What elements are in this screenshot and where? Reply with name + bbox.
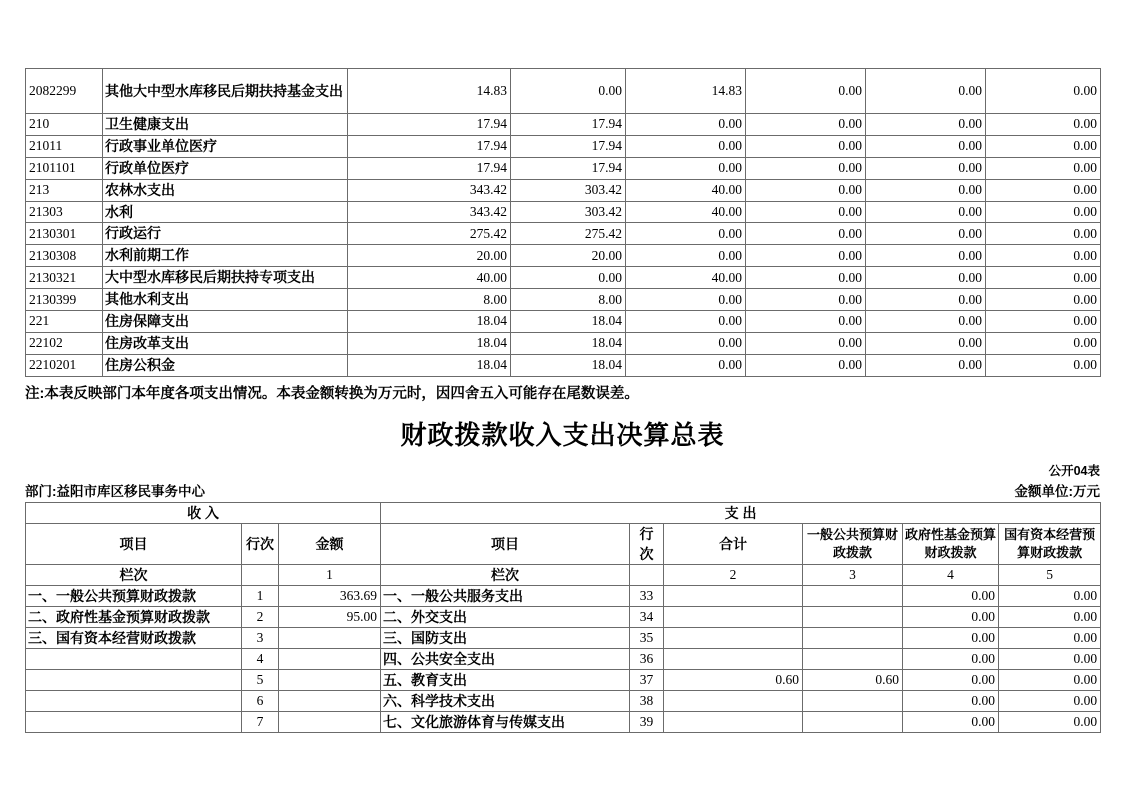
amount-cell: 0.00 bbox=[746, 157, 866, 179]
amount-cell: 0.00 bbox=[986, 332, 1101, 354]
expense-item-header: 项目 bbox=[381, 523, 630, 564]
department-label: 部门:益阳市库区移民事务中心 bbox=[25, 483, 205, 499]
form-number-label: 公开04表 bbox=[1048, 463, 1100, 478]
state-capital-amount: 0.00 bbox=[999, 648, 1101, 669]
amount-cell: 0.00 bbox=[986, 114, 1101, 136]
amount-cell: 17.94 bbox=[348, 157, 511, 179]
table-row bbox=[26, 332, 1101, 354]
state-capital-amount: 0.00 bbox=[999, 690, 1101, 711]
general-budget-amount bbox=[803, 606, 903, 627]
amount-cell: 0.00 bbox=[746, 354, 866, 376]
income-amount bbox=[279, 648, 381, 669]
expense-item: 五、教育支出 bbox=[381, 669, 630, 690]
budget-code: 21303 bbox=[26, 201, 103, 223]
state-capital-amount: 0.00 bbox=[999, 627, 1101, 648]
income-item bbox=[26, 648, 242, 669]
state-capital-amount: 0.00 bbox=[999, 669, 1101, 690]
amount-cell: 0.00 bbox=[866, 135, 986, 157]
amount-cell: 0.00 bbox=[511, 267, 626, 289]
expense-total: 0.60 bbox=[664, 669, 803, 690]
expense-item: 七、文化旅游体育与传媒支出 bbox=[381, 711, 630, 732]
income-item: 一、一般公共预算财政拨款 bbox=[26, 585, 242, 606]
amount-cell: 0.00 bbox=[986, 69, 1101, 114]
state-capital-amount: 0.00 bbox=[999, 606, 1101, 627]
amount-cell: 8.00 bbox=[348, 289, 511, 311]
column-index bbox=[242, 564, 279, 585]
income-item-header: 项目 bbox=[26, 523, 242, 564]
budget-item-name: 行政运行 bbox=[103, 223, 348, 245]
amount-cell: 0.00 bbox=[986, 354, 1101, 376]
income-item bbox=[26, 669, 242, 690]
amount-cell: 0.00 bbox=[626, 354, 746, 376]
amount-cell: 0.00 bbox=[746, 135, 866, 157]
income-line-no: 2 bbox=[242, 606, 279, 627]
amount-cell: 0.00 bbox=[986, 267, 1101, 289]
general-budget-amount bbox=[803, 648, 903, 669]
amount-cell: 275.42 bbox=[511, 223, 626, 245]
column-label: 栏次 bbox=[26, 564, 242, 585]
amount-cell: 0.00 bbox=[626, 114, 746, 136]
income-line-no: 7 bbox=[242, 711, 279, 732]
income-line-no: 1 bbox=[242, 585, 279, 606]
general-budget-header: 一般公共预算财政拨款 bbox=[803, 523, 903, 564]
total-header: 合计 bbox=[664, 523, 803, 564]
budget-code: 213 bbox=[26, 179, 103, 201]
amount-cell: 0.00 bbox=[626, 223, 746, 245]
budget-item-name: 行政单位医疗 bbox=[103, 157, 348, 179]
gov-fund-amount: 0.00 bbox=[903, 669, 999, 690]
column-index: 5 bbox=[999, 564, 1101, 585]
amount-cell: 0.00 bbox=[746, 69, 866, 114]
table-row bbox=[26, 648, 1101, 669]
gov-fund-budget-header: 政府性基金预算财政拨款 bbox=[903, 523, 999, 564]
budget-item-name: 卫生健康支出 bbox=[103, 114, 348, 136]
amount-cell: 0.00 bbox=[626, 332, 746, 354]
table-header-row bbox=[26, 502, 1101, 523]
budget-item-name: 其他水利支出 bbox=[103, 289, 348, 311]
column-label: 栏次 bbox=[381, 564, 630, 585]
expense-line-no: 37 bbox=[630, 669, 664, 690]
amount-cell: 0.00 bbox=[866, 332, 986, 354]
expense-total bbox=[664, 585, 803, 606]
income-section-header: 收 入 bbox=[26, 502, 381, 523]
income-line-no: 6 bbox=[242, 690, 279, 711]
budget-code: 2130301 bbox=[26, 223, 103, 245]
budget-item-name: 其他大中型水库移民后期扶持基金支出 bbox=[103, 69, 348, 114]
amount-cell: 8.00 bbox=[511, 289, 626, 311]
amount-cell: 17.94 bbox=[511, 114, 626, 136]
amount-cell: 40.00 bbox=[626, 201, 746, 223]
table-row bbox=[26, 669, 1101, 690]
general-budget-amount bbox=[803, 711, 903, 732]
budget-code: 2210201 bbox=[26, 354, 103, 376]
amount-cell: 18.04 bbox=[511, 332, 626, 354]
income-item bbox=[26, 711, 242, 732]
state-capital-amount: 0.00 bbox=[999, 585, 1101, 606]
amount-cell: 0.00 bbox=[986, 245, 1101, 267]
table-row bbox=[26, 201, 1101, 223]
amount-cell: 17.94 bbox=[511, 157, 626, 179]
amount-cell: 0.00 bbox=[986, 311, 1101, 333]
income-line-no: 4 bbox=[242, 648, 279, 669]
amount-cell: 0.00 bbox=[986, 157, 1101, 179]
table-row bbox=[26, 585, 1101, 606]
table-footnote: 注:本表反映部门本年度各项支出情况。本表金额转换为万元时，因四舍五入可能存在尾数误差。 bbox=[25, 385, 639, 402]
expense-line-no: 35 bbox=[630, 627, 664, 648]
amount-cell: 14.83 bbox=[348, 69, 511, 114]
income-line-no: 5 bbox=[242, 669, 279, 690]
state-capital-budget-header: 国有资本经营预算财政拨款 bbox=[999, 523, 1101, 564]
expense-item: 三、国防支出 bbox=[381, 627, 630, 648]
income-item: 三、国有资本经营财政拨款 bbox=[26, 627, 242, 648]
column-index-row bbox=[26, 564, 1101, 585]
budget-code: 21011 bbox=[26, 135, 103, 157]
budget-item-name: 水利 bbox=[103, 201, 348, 223]
amount-cell: 303.42 bbox=[511, 179, 626, 201]
budget-code: 210 bbox=[26, 114, 103, 136]
amount-cell: 18.04 bbox=[511, 311, 626, 333]
table-meta-row bbox=[25, 480, 1100, 500]
table-row bbox=[26, 690, 1101, 711]
gov-fund-amount: 0.00 bbox=[903, 585, 999, 606]
amount-cell: 0.00 bbox=[746, 311, 866, 333]
income-amount bbox=[279, 627, 381, 648]
table-row bbox=[26, 289, 1101, 311]
amount-cell: 18.04 bbox=[511, 354, 626, 376]
state-capital-amount: 0.00 bbox=[999, 711, 1101, 732]
amount-cell: 0.00 bbox=[866, 245, 986, 267]
budget-item-name: 农林水支出 bbox=[103, 179, 348, 201]
budget-item-name: 住房公积金 bbox=[103, 354, 348, 376]
expense-line-no: 34 bbox=[630, 606, 664, 627]
amount-cell: 0.00 bbox=[866, 289, 986, 311]
amount-cell: 14.83 bbox=[626, 69, 746, 114]
table-row bbox=[26, 157, 1101, 179]
table-row bbox=[26, 114, 1101, 136]
amount-cell: 0.00 bbox=[986, 223, 1101, 245]
column-index: 4 bbox=[903, 564, 999, 585]
amount-cell: 303.42 bbox=[511, 201, 626, 223]
expense-total bbox=[664, 648, 803, 669]
amount-cell: 0.00 bbox=[866, 223, 986, 245]
amount-cell: 0.00 bbox=[746, 245, 866, 267]
amount-cell: 0.00 bbox=[626, 289, 746, 311]
amount-cell: 0.00 bbox=[626, 157, 746, 179]
amount-cell: 0.00 bbox=[986, 201, 1101, 223]
amount-cell: 17.94 bbox=[511, 135, 626, 157]
amount-cell: 40.00 bbox=[348, 267, 511, 289]
table-row bbox=[26, 606, 1101, 627]
amount-cell: 17.94 bbox=[348, 114, 511, 136]
amount-cell: 0.00 bbox=[626, 135, 746, 157]
amount-cell: 0.00 bbox=[746, 201, 866, 223]
column-index: 1 bbox=[279, 564, 381, 585]
amount-cell: 275.42 bbox=[348, 223, 511, 245]
table-row bbox=[26, 135, 1101, 157]
table-row bbox=[26, 311, 1101, 333]
expense-item: 六、科学技术支出 bbox=[381, 690, 630, 711]
amount-cell: 17.94 bbox=[348, 135, 511, 157]
table-row bbox=[26, 223, 1101, 245]
table-row bbox=[26, 627, 1101, 648]
expense-section-header: 支 出 bbox=[381, 502, 1101, 523]
amount-cell: 0.00 bbox=[866, 69, 986, 114]
expenditure-detail-table bbox=[25, 68, 1101, 377]
expense-line-no: 39 bbox=[630, 711, 664, 732]
amount-cell: 0.00 bbox=[866, 179, 986, 201]
amount-cell: 18.04 bbox=[348, 332, 511, 354]
amount-cell: 18.04 bbox=[348, 311, 511, 333]
income-line-header: 行次 bbox=[242, 523, 279, 564]
expense-total bbox=[664, 690, 803, 711]
amount-cell: 343.42 bbox=[348, 179, 511, 201]
budget-item-name: 住房保障支出 bbox=[103, 311, 348, 333]
general-budget-amount bbox=[803, 627, 903, 648]
unit-label: 金额单位:万元 bbox=[1014, 483, 1100, 499]
budget-code: 2130308 bbox=[26, 245, 103, 267]
amount-cell: 0.00 bbox=[986, 289, 1101, 311]
budget-code: 2130321 bbox=[26, 267, 103, 289]
income-amount: 95.00 bbox=[279, 606, 381, 627]
amount-cell: 0.00 bbox=[746, 267, 866, 289]
table-row bbox=[26, 69, 1101, 114]
income-amount bbox=[279, 690, 381, 711]
document-page bbox=[25, 0, 1100, 733]
income-amount bbox=[279, 669, 381, 690]
budget-item-name: 行政事业单位医疗 bbox=[103, 135, 348, 157]
income-item bbox=[26, 690, 242, 711]
amount-cell: 18.04 bbox=[348, 354, 511, 376]
general-budget-amount: 0.60 bbox=[803, 669, 903, 690]
amount-cell: 0.00 bbox=[746, 179, 866, 201]
column-index: 3 bbox=[803, 564, 903, 585]
gov-fund-amount: 0.00 bbox=[903, 711, 999, 732]
page-title: 财政拨款收入支出决算总表 bbox=[400, 419, 725, 450]
column-index bbox=[630, 564, 664, 585]
fiscal-summary-table bbox=[25, 502, 1101, 733]
amount-cell: 0.00 bbox=[866, 201, 986, 223]
income-line-no: 3 bbox=[242, 627, 279, 648]
expense-line-no: 38 bbox=[630, 690, 664, 711]
expense-total bbox=[664, 627, 803, 648]
budget-code: 2101101 bbox=[26, 157, 103, 179]
expense-total bbox=[664, 606, 803, 627]
amount-cell: 0.00 bbox=[746, 114, 866, 136]
table-row bbox=[26, 711, 1101, 732]
budget-code: 22102 bbox=[26, 332, 103, 354]
table-row bbox=[26, 179, 1101, 201]
amount-cell: 40.00 bbox=[626, 267, 746, 289]
expense-item: 四、公共安全支出 bbox=[381, 648, 630, 669]
expense-total bbox=[664, 711, 803, 732]
expense-line-no: 36 bbox=[630, 648, 664, 669]
table-row bbox=[26, 267, 1101, 289]
amount-cell: 0.00 bbox=[866, 114, 986, 136]
amount-cell: 343.42 bbox=[348, 201, 511, 223]
amount-cell: 0.00 bbox=[866, 157, 986, 179]
amount-cell: 0.00 bbox=[746, 223, 866, 245]
expense-line-header: 行次 bbox=[630, 523, 664, 564]
budget-item-name: 大中型水库移民后期扶持专项支出 bbox=[103, 267, 348, 289]
budget-code: 2130399 bbox=[26, 289, 103, 311]
amount-cell: 0.00 bbox=[866, 311, 986, 333]
expense-item: 一、一般公共服务支出 bbox=[381, 585, 630, 606]
income-amount-header: 金额 bbox=[279, 523, 381, 564]
budget-item-name: 水利前期工作 bbox=[103, 245, 348, 267]
general-budget-amount bbox=[803, 690, 903, 711]
income-item: 二、政府性基金预算财政拨款 bbox=[26, 606, 242, 627]
expense-item: 二、外交支出 bbox=[381, 606, 630, 627]
amount-cell: 0.00 bbox=[626, 245, 746, 267]
gov-fund-amount: 0.00 bbox=[903, 690, 999, 711]
amount-cell: 0.00 bbox=[626, 311, 746, 333]
budget-code: 221 bbox=[26, 311, 103, 333]
table-row bbox=[26, 245, 1101, 267]
gov-fund-amount: 0.00 bbox=[903, 627, 999, 648]
amount-cell: 0.00 bbox=[866, 267, 986, 289]
amount-cell: 0.00 bbox=[746, 332, 866, 354]
gov-fund-amount: 0.00 bbox=[903, 606, 999, 627]
column-index: 2 bbox=[664, 564, 803, 585]
expense-line-no: 33 bbox=[630, 585, 664, 606]
income-amount: 363.69 bbox=[279, 585, 381, 606]
general-budget-amount bbox=[803, 585, 903, 606]
amount-cell: 0.00 bbox=[986, 179, 1101, 201]
amount-cell: 0.00 bbox=[986, 135, 1101, 157]
table-header-row bbox=[26, 523, 1101, 564]
amount-cell: 0.00 bbox=[511, 69, 626, 114]
budget-item-name: 住房改革支出 bbox=[103, 332, 348, 354]
amount-cell: 0.00 bbox=[746, 289, 866, 311]
table-row bbox=[26, 354, 1101, 376]
income-amount bbox=[279, 711, 381, 732]
amount-cell: 20.00 bbox=[348, 245, 511, 267]
amount-cell: 40.00 bbox=[626, 179, 746, 201]
amount-cell: 0.00 bbox=[866, 354, 986, 376]
budget-code: 2082299 bbox=[26, 69, 103, 114]
amount-cell: 20.00 bbox=[511, 245, 626, 267]
gov-fund-amount: 0.00 bbox=[903, 648, 999, 669]
